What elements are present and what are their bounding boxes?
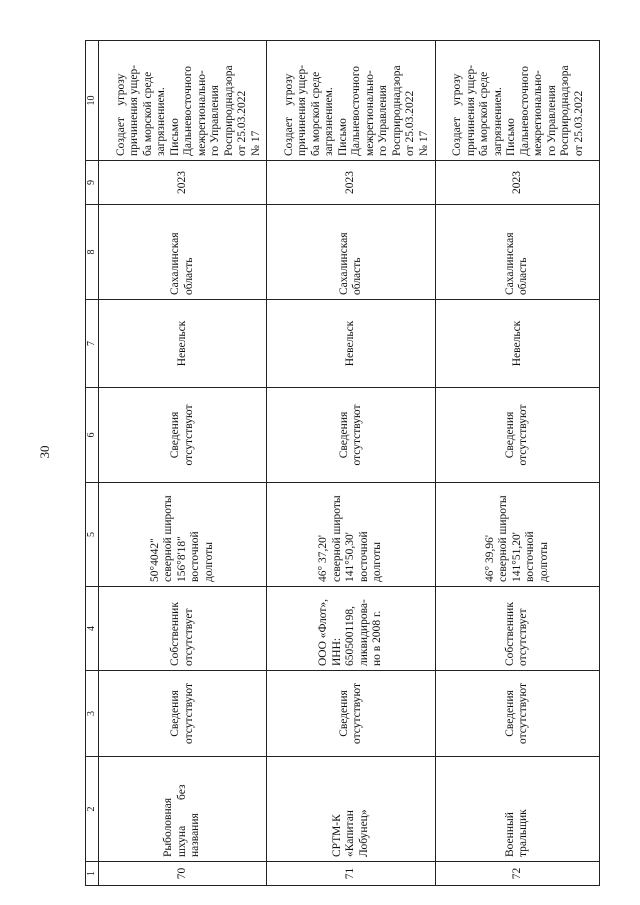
owner: ООО «Флот», ИНН: 6505001198, ликвидирова- но в 2008 г. — [267, 587, 435, 671]
region: Сахалинская область — [99, 205, 267, 300]
region: Сахалинская область — [267, 205, 435, 300]
registry-table — [85, 40, 600, 886]
note: Создает угрозу причинения ущер- ба морской среде загрязнением. Письмо Дальневосточного межрегионально- го Управления Росприроднадзора от 25.03.2022 — [435, 41, 599, 161]
row-number: 70 — [99, 862, 267, 886]
rotated-table-container — [85, 41, 600, 886]
location: Невельск — [99, 300, 267, 388]
year: 2023 — [267, 161, 435, 205]
coordinates: 50°4042" северной широты 156°8'18" восточной долготы — [99, 483, 267, 587]
header-col-10: 10 — [86, 41, 99, 161]
extra-info: Сведения отсутствуют — [99, 388, 267, 483]
row-number: 72 — [435, 862, 599, 886]
coordinates: 46° 37,20' северной широты 141°50,30' восточной долготы — [267, 483, 435, 587]
extra-info: Сведения отсутствуют — [435, 388, 599, 483]
vessel-name: СРТМ-К «Капитан Лобунец» — [267, 757, 435, 862]
header-col-9: 9 — [86, 161, 99, 205]
header-col-1: 1 — [86, 862, 99, 886]
table-row — [267, 41, 435, 886]
location: Невельск — [267, 300, 435, 388]
vessel-name: Рыболовная шхуна без названия — [99, 757, 267, 862]
header-col-7: 7 — [86, 300, 99, 388]
location: Невельск — [435, 300, 599, 388]
note: Создает угрозу причинения ущер- ба морской среде загрязнением. Письмо Дальневосточного межрегионально- го Управления Росприроднадзора от 25.03.2022 № 17 — [99, 41, 267, 161]
owner: Собственник отсутствует — [435, 587, 599, 671]
header-col-4: 4 — [86, 587, 99, 671]
table-row — [435, 41, 599, 886]
year: 2023 — [435, 161, 599, 205]
vessel-info: Сведения отсутствуют — [435, 671, 599, 757]
row-number: 71 — [267, 862, 435, 886]
header-col-6: 6 — [86, 388, 99, 483]
vessel-info: Сведения отсутствуют — [267, 671, 435, 757]
page-number: 30 — [37, 445, 52, 459]
vessel-name: Военный тральщик — [435, 757, 599, 862]
year: 2023 — [99, 161, 267, 205]
extra-info: Сведения отсутствуют — [267, 388, 435, 483]
table-row — [99, 41, 267, 886]
header-col-3: 3 — [86, 671, 99, 757]
header-col-2: 2 — [86, 757, 99, 862]
registry-table-frame — [85, 41, 600, 886]
header-col-8: 8 — [86, 205, 99, 300]
header-col-5: 5 — [86, 483, 99, 587]
note: Создает угрозу причинения ущер- ба морской среде загрязнением. Письмо Дальневосточного межрегионально- го Управления Росприроднадзора от 25.03.2022 № 17 — [267, 41, 435, 161]
coordinates: 46° 39,96' северной широты 141°51,20' восточной долготы — [435, 483, 599, 587]
vessel-info: Сведения отсутствуют — [99, 671, 267, 757]
header-row — [86, 41, 99, 886]
owner: Собственник отсутствует — [99, 587, 267, 671]
region: Сахалинская область — [435, 205, 599, 300]
